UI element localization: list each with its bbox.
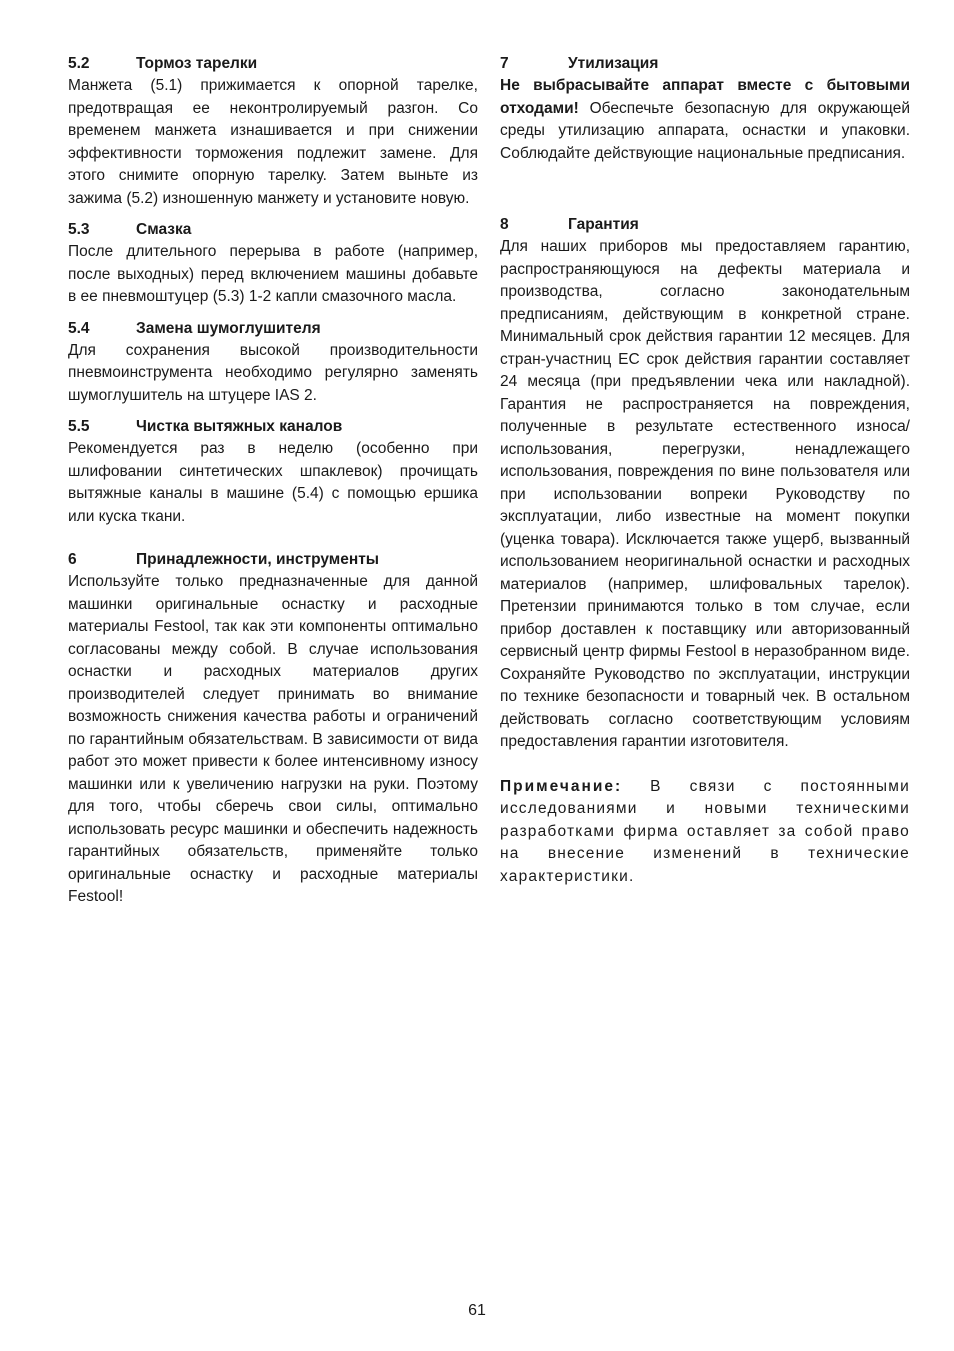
section-number: 6 — [68, 551, 77, 568]
section-6 — [68, 550, 478, 909]
section-text — [500, 75, 910, 165]
section-text: После длительного перерыва в работе (например, после выходных) перед включением машины добавьте в ее пневмоштуцер (5.3) 1-2 капли смазочного масла. — [68, 243, 478, 305]
section-number: 5.2 — [68, 55, 90, 72]
note-label: Примечание: — [500, 777, 623, 795]
section-title: Утилизация — [568, 55, 659, 72]
section-heading — [68, 220, 478, 239]
section-text: Рекомендуется раз в неделю (особенно при шлифовании синтетических шпаклевок) прочищать вытяжные каналы в машине (5.4) с помощью ершика или куска ткани. — [68, 440, 478, 525]
section-5-2 — [68, 54, 478, 210]
right-column — [500, 54, 910, 898]
note-text: В связи с постоянными исследованиями и новыми техническими разработками фирма оставляет за собой право на внесение изменений в технические характеристики. — [500, 777, 910, 885]
section-heading — [500, 215, 910, 234]
section-heading — [68, 54, 478, 73]
left-column — [68, 54, 478, 919]
section-title: Гарантия — [568, 216, 639, 233]
section-7 — [500, 54, 910, 165]
section-title: Смазка — [136, 221, 192, 238]
section-text: Для сохранения высокой производительности пневмоинструмента необходимо регулярно заменять шумоглушитель на штуцере IAS 2. — [68, 341, 478, 404]
section-8 — [500, 215, 910, 754]
section-number: 5.3 — [68, 221, 90, 238]
note-paragraph — [500, 776, 910, 889]
section-5-5 — [68, 417, 478, 528]
section-heading — [500, 54, 910, 73]
section-heading — [68, 550, 478, 569]
section-number: 5.5 — [68, 418, 90, 435]
disposal-warning: Не выбрасывайте аппарат вместе с бытовыми отходами! — [500, 77, 910, 117]
section-number: 5.4 — [68, 319, 90, 337]
page-number: 61 — [468, 1302, 486, 1319]
section-title: Замена шумоглушителя — [136, 319, 321, 337]
section-5-3 — [68, 220, 478, 309]
section-title: Чистка вытяжных каналов — [136, 418, 343, 435]
section-title: Принадлежности, инструменты — [136, 551, 380, 568]
section-number: 8 — [500, 216, 509, 233]
section-text: Манжета (5.1) прижимается к опорной тарелке, предотвращая ее неконтролируемый разгон. Со временем манжета изнашивается и при снижении эффективности торможения подлежит замене. Для этого снимите опорную тарелку. Затем выньте из зажима (5.2) изношенную манжету и установите новую. — [68, 77, 478, 207]
section-title: Тормоз тарелки — [136, 55, 258, 72]
section-5-4 — [68, 319, 478, 408]
section-heading — [68, 319, 478, 338]
disposal-text: Обеспечьте безопасную для окружающей среды утилизацию аппарата, оснастки и упаковки. Соблюдайте действующие национальные предписания. — [500, 99, 910, 162]
section-text: Используйте только предназначенные для данной машинки оригинальные оснастку и расходные материалы Festool, так как эти компоненты оптимально согласованы между собой. В случае использования оснастки и расходных материалов других производителей следует принимать во внимание возможность снижения качества работы и ограничений по гарантийным обязательствам. В зависимости от вида работ это может привести к более интенсивному износу машинки или к увеличению нагрузки на руки. Поэтому для того, чтобы сберечь свои силы, оптимально использовать ресурс машинки и обеспечить надежность гарантийных обязательств, применяйте только оригинальные оснастку и расходные материалы Festool! — [68, 573, 478, 905]
section-number: 7 — [500, 55, 509, 72]
section-text: Для наших приборов мы предоставляем гарантию, распространяющуюся на дефекты материала и производства, согласно законодательным предписаниям, действующим в конкретной стране. Минимальный срок действия гарантии 12 месяцев. Для стран-участниц ЕС срок действия гарантии составляет 24 месяца (при предъявлении чека или накладной). Гарантия не распространяется на повреждения, полученные в результате естественного износа/использования, перегрузки, ненадлежащего использования, повреждения по вине пользователя или при использовании вопреки Руководству по эксплуатации, либо известные на момент покупки (уценка товара). Исключается также ущерб, вызванный использованием неоригинальной оснастки и расходных материалов (например, шлифовальных тарелок). Претензии принимаются только в том случае, если прибор доставлен к поставщику или авторизованный сервисный центр фирмы Festool в неразобранном виде. Сохраняйте Руководство по эксплуатации, инструкции по технике безопасности и товарный чек. В остальном действовать согласно соответствующим условиям предоставления гарантии изготовителя. — [500, 238, 910, 750]
note-block — [500, 776, 910, 889]
section-heading — [68, 417, 478, 436]
